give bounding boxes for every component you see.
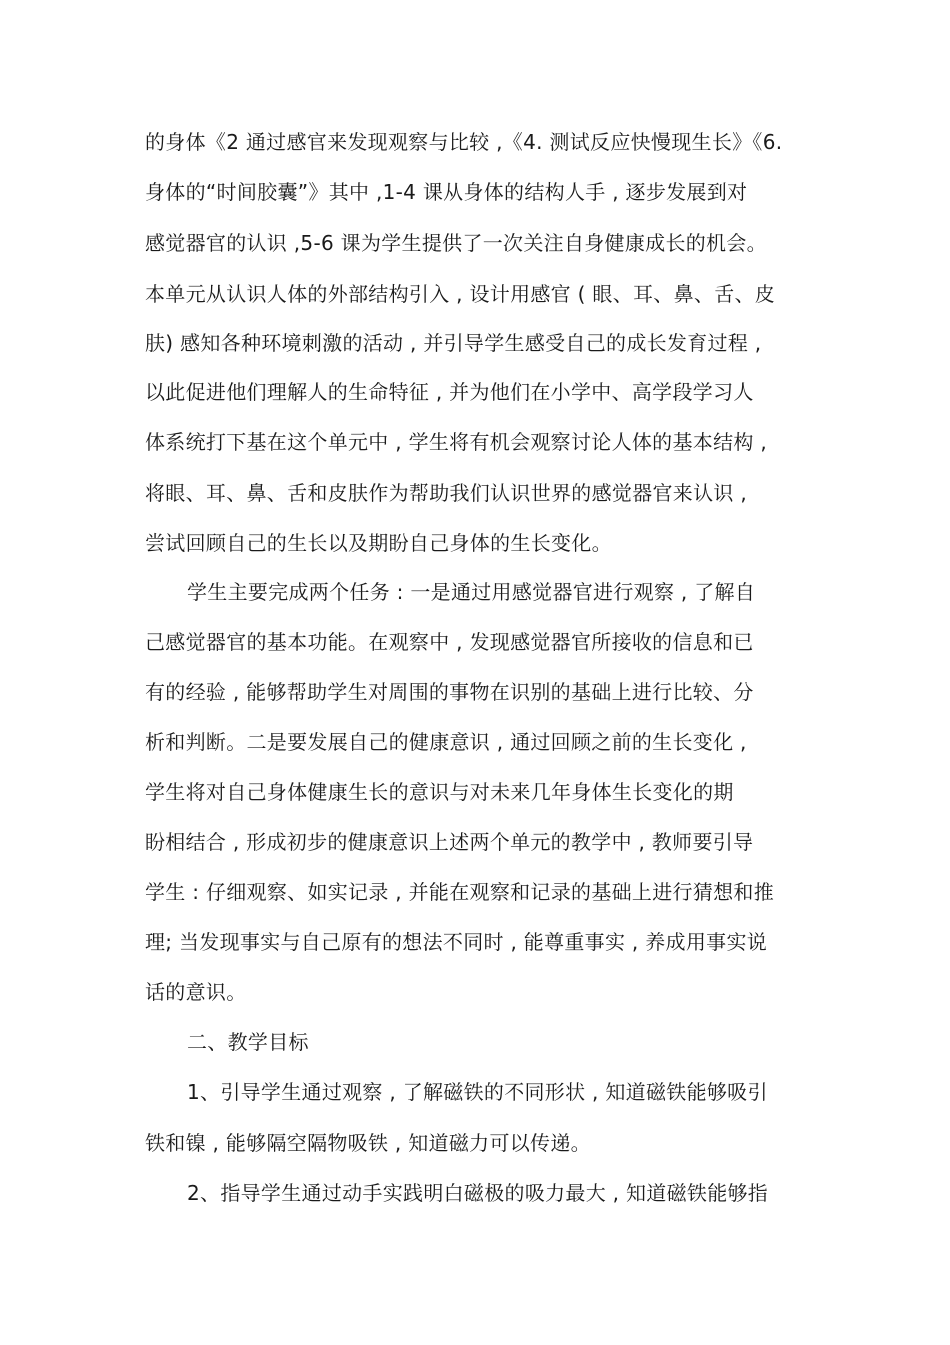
- text-line: 学生将对自己身体健康生长的意识与对未来几年身体生长变化的期: [145, 780, 734, 804]
- text-line: 的身体《2 通过感官来发现观察与比较 ,《4. 测试反应快慢现生长》《6.: [145, 130, 783, 154]
- text-line: 己感觉器官的基本功能。在观察中 , 发现感觉器官所接收的信息和已: [145, 630, 754, 654]
- paragraph-first-line: 学生主要完成两个任务 : 一是通过用感觉器官进行观察 , 了解自: [187, 580, 756, 604]
- text-line: 析和判断。二是要发展自己的健康意识 , 通过回顾之前的生长变化 ,: [145, 730, 747, 754]
- text-line: 肤) 感知各种环境刺激的活动 , 并引导学生感受自己的成长发育过程 ,: [145, 331, 762, 355]
- text-line: 以此促进他们理解人的生命特征 , 并为他们在小学中、高学段学习人: [145, 380, 754, 404]
- section-heading: 二、教学目标: [187, 1030, 309, 1054]
- text-line: 理; 当发现事实与自己原有的想法不同时 , 能尊重事实 , 养成用事实说: [145, 930, 768, 954]
- text-line: 学生 : 仔细观察、如实记录 , 并能在观察和记录的基础上进行猜想和推: [145, 880, 775, 904]
- text-line: 感觉器官的认识 ,5-6 课为学生提供了一次关注自身健康成长的机会。: [145, 231, 767, 255]
- text-line: 本单元从认识人体的外部结构引入 , 设计用感官 ( 眼、耳、鼻、舌、皮: [145, 282, 776, 306]
- text-line: 体系统打下基在这个单元中 , 学生将有机会观察讨论人体的基本结构 ,: [145, 430, 767, 454]
- text-line: 尝试回顾自己的生长以及期盼自己身体的生长变化。: [145, 531, 612, 555]
- objective-item: 1、引导学生通过观察 , 了解磁铁的不同形状 , 知道磁铁能够吸引: [187, 1080, 768, 1104]
- text-line: 将眼、耳、鼻、舌和皮肤作为帮助我们认识世界的感觉器官来认识 ,: [145, 481, 748, 505]
- text-line: 话的意识。: [145, 980, 247, 1004]
- text-line: 铁和镍 , 能够隔空隔物吸铁 , 知道磁力可以传递。: [145, 1131, 591, 1155]
- text-line: 身体的“时间胶囊”》其中 ,1-4 课从身体的结构人手 , 逐步发展到对: [145, 180, 748, 204]
- text-line: 盼相结合 , 形成初步的健康意识上述两个单元的教学中 , 教师要引导: [145, 830, 754, 854]
- text-line: 有的经验 , 能够帮助学生对周围的事物在识别的基础上进行比较、分: [145, 680, 754, 704]
- objective-item: 2、指导学生通过动手实践明白磁极的吸力最大 , 知道磁铁能够指: [187, 1181, 769, 1205]
